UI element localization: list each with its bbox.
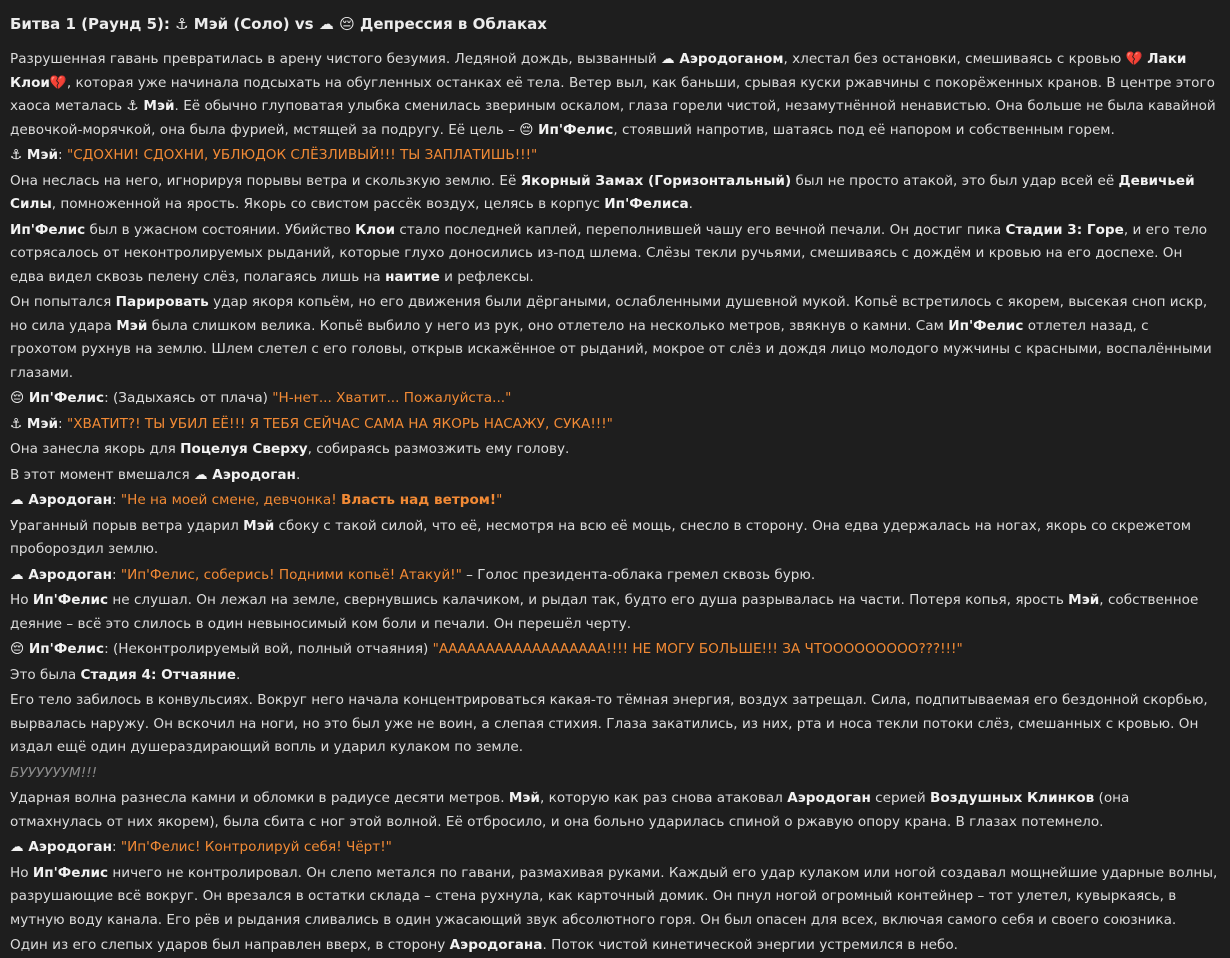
battle-heading (10, 12, 1218, 36)
heading-mei-name: Мэй (Соло) (193, 15, 290, 33)
story-paragraph (10, 589, 1218, 636)
text-segment: : (Задыхаясь от плача) (104, 390, 273, 406)
text-segment: : (111, 566, 121, 583)
story-paragraph (10, 664, 1218, 688)
text-segment: , которую как раз снова атаковал (539, 790, 788, 806)
bold-name: Клои (355, 221, 396, 238)
text-segment: Это была (10, 666, 81, 683)
bold-name: Аэродоган (787, 790, 871, 806)
text-segment: . Её обычно глуповатая улыбка сменилась звериным оскалом, глаза горели чистой, незамутнённой ненавистью. Она больше не была кавайной девочкой-морячкой, она была фурией, мстящей за подругу. Её цель – (10, 98, 1216, 138)
bold-name: Воздушных Клинков (930, 790, 1095, 806)
text-segment: Разрушенная гавань превратилась в арену чистого безумия. Ледяной дождь, вызванный (10, 51, 662, 67)
bold-name: наитие (385, 268, 440, 285)
bold-name: ⚓ Мэй (10, 147, 59, 163)
story-paragraph (10, 862, 1218, 933)
bold-name: Ип'Фелиса (604, 196, 689, 212)
bold-name: Поцелуя Сверху (180, 441, 308, 457)
bold-name: Ип'Фелис (32, 592, 109, 608)
text-segment: и рефлексы. (439, 268, 534, 285)
text-segment: не слушал. Он лежал на земле, свернувшись калачиком, и рыдал так, будто его душа разрывалась на части. Потеря копья, ярость (108, 592, 1069, 608)
story-paragraph (10, 438, 1218, 462)
text-segment: был в ужасном состоянии. Убийство (85, 221, 356, 238)
dialogue-quote: " (496, 492, 503, 508)
text-segment: : (111, 839, 121, 855)
text-segment: сбоку с такой силой, что её, несмотря на всю её мощь, снесло в сторону. Она едва удержалась на ногах, якорь со скрежетом пробороздил землю. (10, 517, 1192, 557)
text-segment: (она отмахнулась от них якорем), была сбита с ног этой волной. Её отбросило, и она больно ударилась спиной о ржавую опору крана. В глазах потемнело. (10, 790, 1130, 830)
story-paragraph (10, 515, 1218, 562)
story-paragraph (10, 638, 1218, 662)
story-paragraph (10, 291, 1218, 385)
story-paragraph (10, 144, 1218, 168)
story-paragraph (10, 564, 1218, 588)
text-segment: Но (10, 864, 33, 881)
dialogue-quote: "ХВАТИТ?! ТЫ УБИЛ ЕЁ!!! Я ТЕБЯ СЕЙЧАС САМА НА ЯКОРЬ НАСАЖУ, СУКА!!!" (66, 415, 613, 432)
text-segment: В этот момент вмешался (10, 466, 194, 483)
text-segment: Его тело забилось в конвульсиях. Вокруг него начала концентрироваться какая-то тёмная энергия, воздух затрещал. Сила, подпитываемая его бездонной скорбью, вырвалась наружу. Он вскочил на ноги, но это был уже не воин, а слепая стихия. Глаза закатились, из них, рта и носа текли потоки слёз, смешанных с кровью. Он издал ещё один душераздирающий вопль и ударил кулаком по земле. (10, 692, 1208, 755)
text-segment: : (58, 415, 67, 432)
dialogue-quote: "Ип'Фелис, соберись! Подними копьё! Атакуй!" (120, 566, 462, 583)
sound-effect: БУУУУУУМ!!! (10, 764, 98, 781)
text-segment: . Поток чистой кинетической энергии устремился в небо. (542, 937, 958, 953)
sad-face-icon: 😔 (339, 15, 355, 33)
bold-name: ⚓ Мэй (10, 415, 59, 432)
text-segment: Она занесла якорь для (10, 441, 181, 457)
text-segment: отлетел назад, с грохотом рухнув на землю. Шлем слетел с его головы, открыв искажённое от рыданий, мокрое от слёз и дождя лицо молодого мужчины с красными, воспалёнными глазами. (10, 317, 1212, 381)
text-segment: : (Неконтролируемый вой, полный отчаяния) (104, 641, 433, 657)
text-segment: серией (870, 790, 930, 806)
bold-name: 😔 Ип'Фелис (519, 121, 614, 138)
bold-name: Мэй (116, 317, 148, 334)
dialogue-quote: "Не на моей смене, девчонка! (120, 492, 341, 508)
text-segment: , помноженной на ярость. Якорь со свистом рассёк воздух, целясь в корпус (51, 196, 605, 212)
text-segment: Он попытался (10, 294, 116, 310)
story-paragraph (10, 170, 1218, 217)
dialogue-quote: "Н-нет... Хватит... Пожалуйста..." (272, 390, 512, 406)
text-segment: , собираясь размозжить ему голову. (307, 441, 570, 457)
text-segment: ничего не контролировал. Он слепо метался по гавани, размахивая руками. Каждый его удар кулаком или ногой создавал мощнейшие ударные волны, разрушающие всё вокруг. Он врезался в остатки склада – стена рухнула, как карточный домик. Он пнул ногой огромный контейнер – тот улетел, кувыркаясь, в мутную воду канала. Его рёв и рыдания сливались в один ужасающий звук абсолютного горя. Он был опасен для всех, включая самого себя и своего союзника. (10, 864, 1218, 928)
text-segment: Но (10, 592, 33, 608)
text-segment: удар якоря копьём, но его движения были дёргаными, ослабленными душевной мукой. Копьё встретилось с якорем, высекая сноп искр, но сила удара (10, 294, 1208, 334)
story-paragraph (10, 48, 1218, 142)
bold-name: 💔 Лаки Клои💔 (10, 51, 1187, 91)
bold-name: Девичьей Силы (10, 172, 1195, 212)
bold-name: 😔 Ип'Фелис (10, 641, 105, 657)
text-segment: Ударная волна разнесла камни и обломки в радиусе десяти метров. (10, 790, 509, 806)
dialogue-quote: "Ип'Фелис! Контролируй себя! Чёрт!" (120, 839, 392, 855)
text-segment: : (58, 147, 67, 163)
bold-name: ☁ Аэродоган (193, 466, 296, 483)
text-segment: . (295, 466, 301, 483)
story-paragraph (10, 464, 1218, 488)
heading-cloud-name: Депрессия в Облаках (359, 15, 547, 33)
text-segment: была слишком велика. Копьё выбило у него из рук, оно отлетело на несколько метров, звякнув о камни. Сам (147, 317, 949, 334)
bold-name: Ип'Фелис (10, 221, 86, 238)
heading-vs: vs (294, 15, 314, 33)
bold-name: ☁ Аэродоган (10, 492, 112, 508)
bold-name: Стадии 3: Горе (1005, 221, 1124, 238)
bold-name: 😔 Ип'Фелис (10, 390, 105, 406)
text-segment: был не просто атакой, это был удар всей её (791, 172, 1119, 189)
story-paragraph (10, 689, 1218, 760)
text-segment: . (235, 666, 241, 683)
dialogue-quote-bold: Власть над ветром! (340, 492, 497, 508)
bold-name: Мэй (1068, 592, 1100, 608)
bold-name: ☁ Аэродоганом (661, 51, 784, 67)
story-paragraph (10, 413, 1218, 437)
story-paragraph (10, 934, 1218, 958)
text-segment: , и его тело сотрясалось от неконтролируемых рыданий, которые глухо доносились из-под шлема. Слёзы текли ручьями, смешиваясь с дождём и кровью на его доспехе. Он едва видел сквозь пелену слёз, полагаясь лишь на (10, 221, 1208, 285)
story-paragraph (10, 836, 1218, 860)
text-segment: Ураганный порыв ветра ударил (10, 517, 244, 534)
story-paragraph (10, 762, 1218, 786)
text-segment: Один из его слепых ударов был направлен вверх, в сторону (10, 937, 450, 953)
heading-prefix: Битва 1 (Раунд 5): (10, 15, 176, 33)
bold-name: Аэродогана (449, 937, 543, 953)
text-segment: , хлестал без остановки, смешиваясь с кровью (783, 51, 1126, 67)
text-segment: , собственное деяние – всё это слилось в один невыносимый ком боли и печали. Он перешёл черту. (10, 592, 1199, 632)
bold-name: Ип'Фелис (948, 317, 1024, 334)
bold-name: Парировать (115, 294, 209, 310)
dialogue-quote: "АААААААААААААААААА!!!! НЕ МОГУ БОЛЬШЕ!!! ЗА ЧТООООООООО???!!!" (432, 641, 963, 657)
story-paragraph (10, 787, 1218, 834)
text-segment: , которая уже начинала подсыхать на обугленных останках её тела. Ветер выл, как баньши, срывая куски ржавчины с покорёженных кранов. В центре этого хаоса металась (10, 74, 1215, 114)
story-paragraph (10, 489, 1218, 513)
text-segment: стало последней каплей, переполнившей чашу его вечной печали. Он достиг пика (395, 221, 1006, 238)
bold-name: ☁ Аэродоган (10, 566, 112, 583)
cloud-icon: ☁ (318, 15, 334, 33)
bold-name: ☁ Аэродоган (10, 839, 112, 855)
bold-name: Мэй (508, 790, 540, 806)
text-segment: Она неслась на него, игнорируя порывы ветра и скользкую землю. Её (10, 172, 521, 189)
text-segment: , стоявший напротив, шатаясь под её напором и собственным горем. (613, 121, 1115, 138)
bold-name: Ип'Фелис (32, 864, 109, 881)
paragraph-list (10, 48, 1218, 958)
anchor-icon: ⚓ (175, 15, 189, 33)
story-paragraph (10, 387, 1218, 411)
bold-name: Якорный Замах (Горизонтальный) (520, 172, 792, 189)
text-segment: – Голос президента-облака гремел сквозь бурю. (461, 566, 816, 583)
text-segment: : (111, 492, 121, 508)
dialogue-quote: "СДОХНИ! СДОХНИ, УБЛЮДОК СЛЁЗЛИВЫЙ!!! ТЫ ЗАПЛАТИШЬ!!!" (66, 147, 538, 163)
bold-name: Мэй (243, 517, 275, 534)
story-paragraph (10, 219, 1218, 290)
bold-name: ⚓ Мэй (126, 98, 175, 114)
text-segment: . (688, 196, 693, 212)
bold-name: Стадия 4: Отчаяние (80, 666, 236, 683)
